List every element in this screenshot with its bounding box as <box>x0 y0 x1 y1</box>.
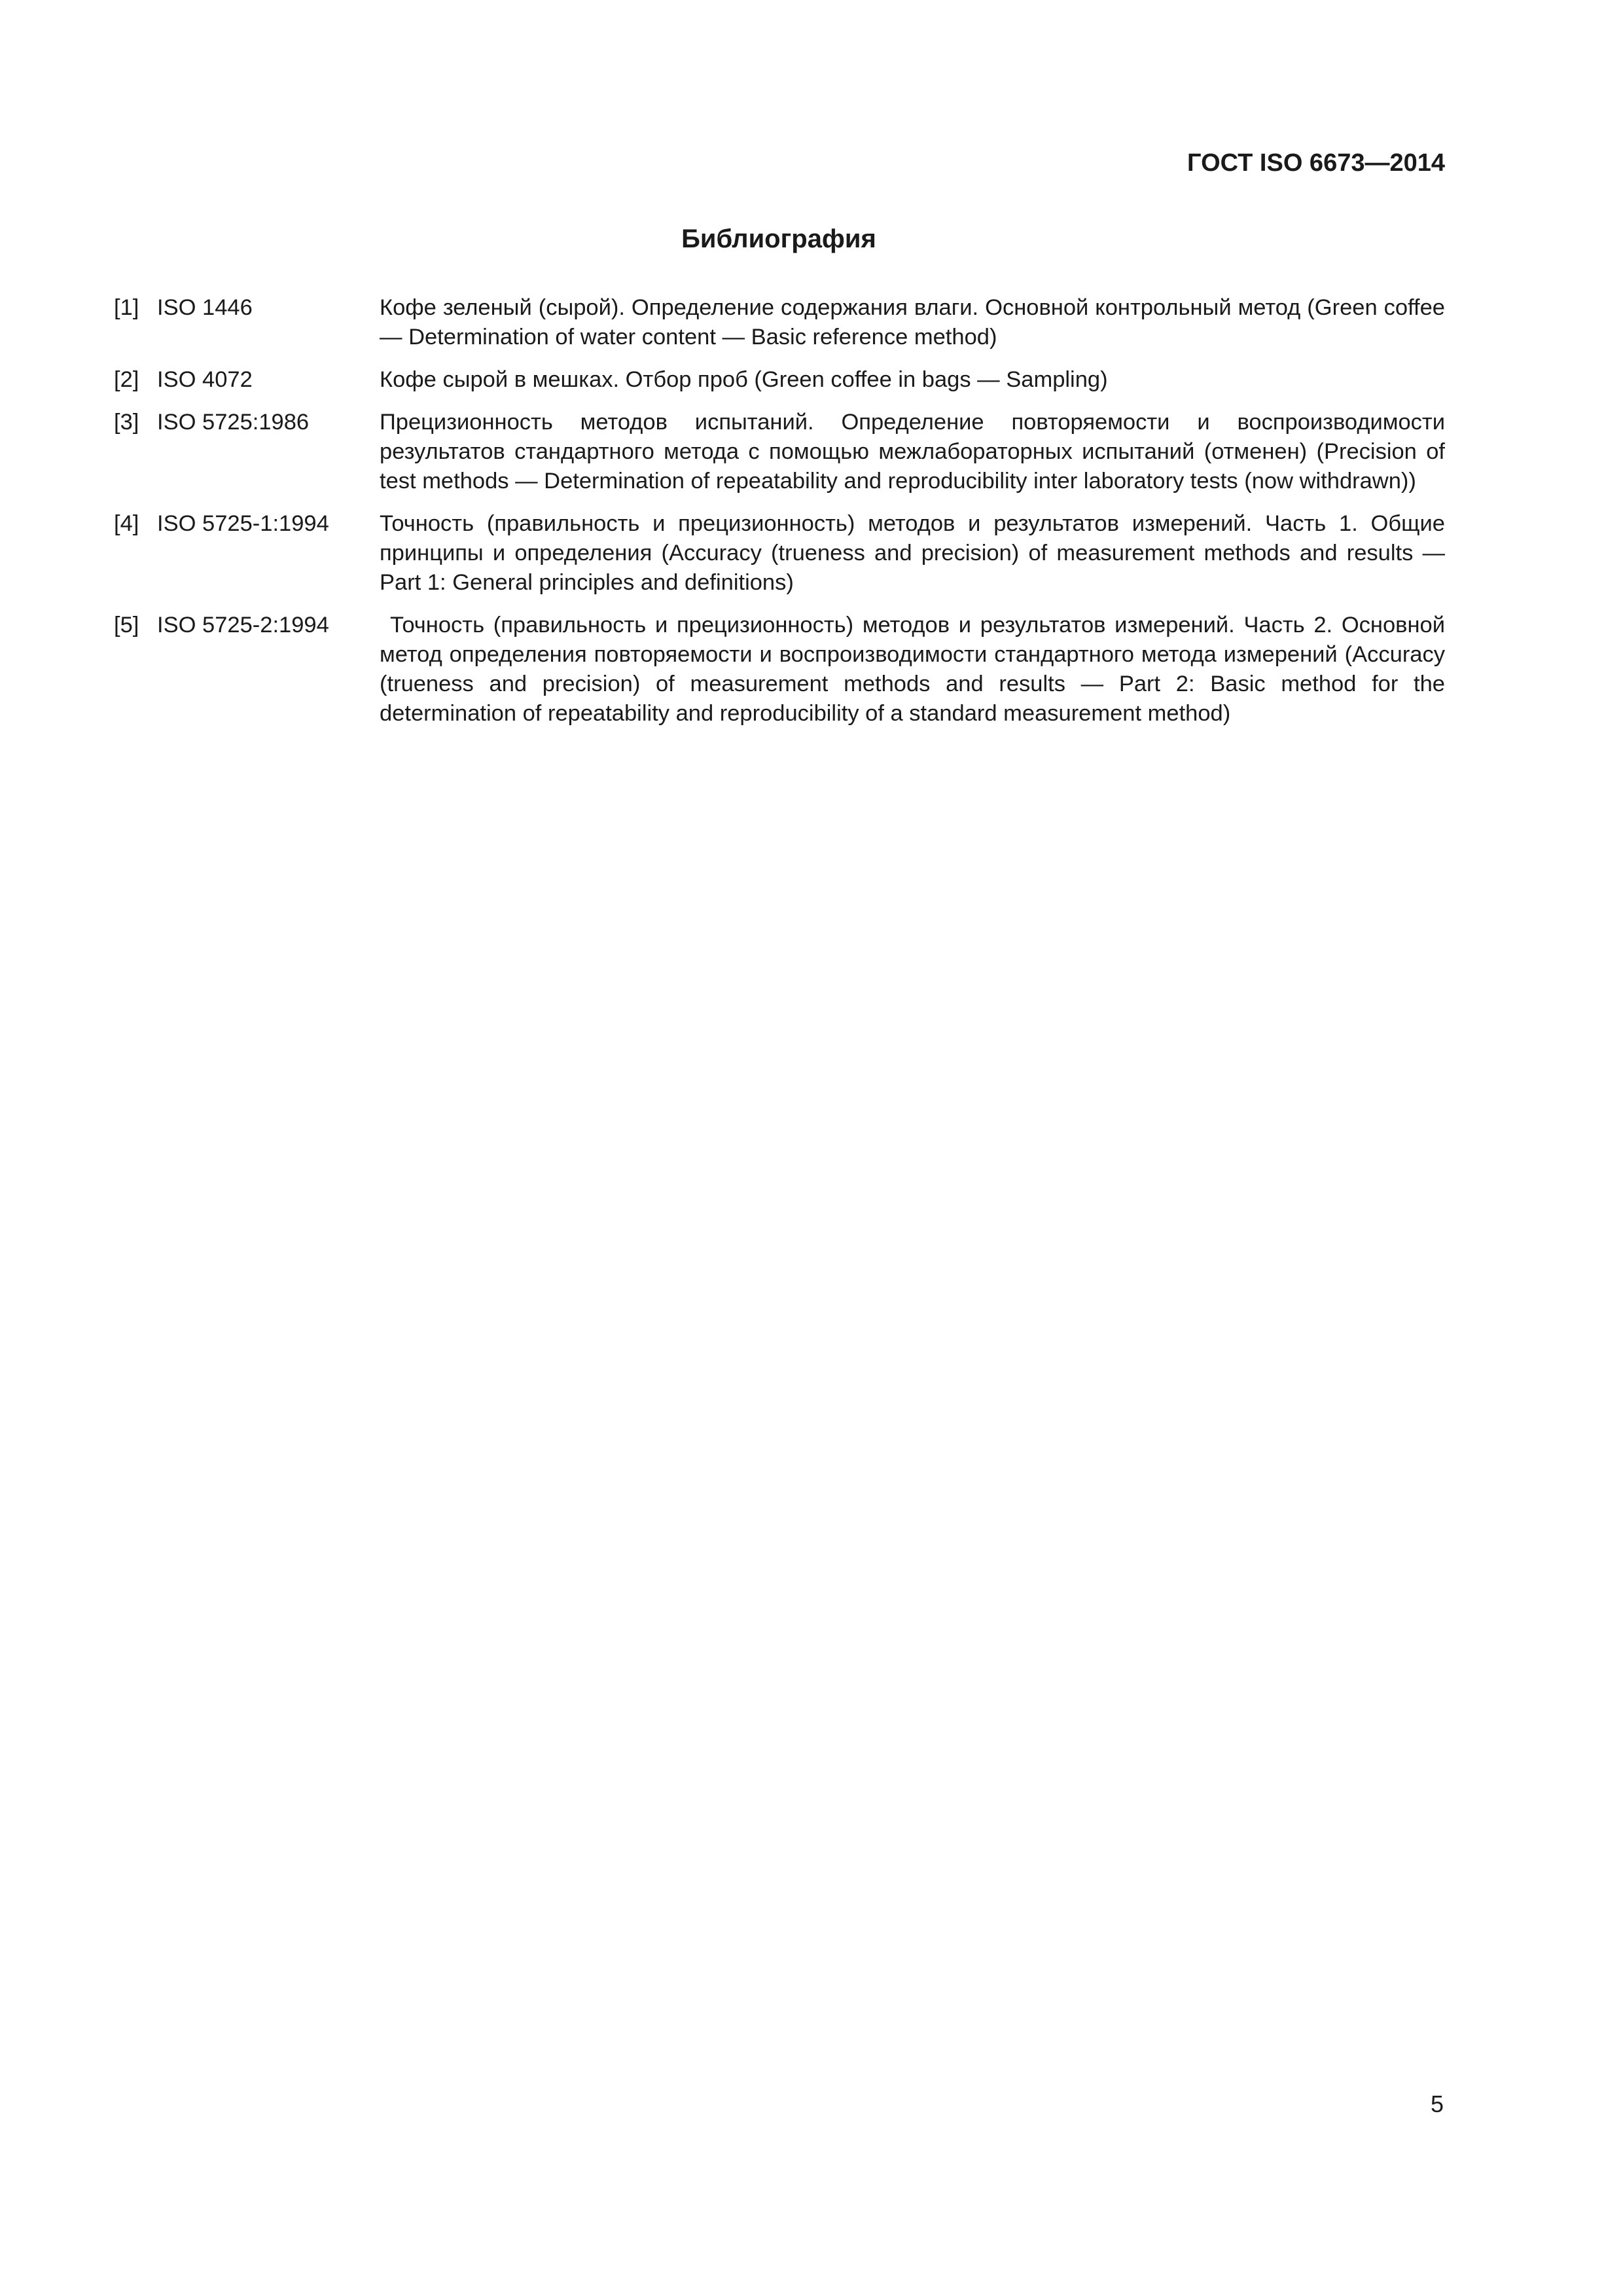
section-title: Библиография <box>681 224 876 253</box>
bibliography-entry <box>114 509 1445 598</box>
entry-number: [1] <box>114 295 139 320</box>
entry-standard-code: ISO 1446 <box>157 295 253 320</box>
entry-number: [4] <box>114 511 139 536</box>
entry-title: Точность (правильность и прецизионность) методов и результатов измерений. Часть 2. Основной метод определения повторяемости и воспроизводимости стандартного метода измерений (Accuracy (trueness and precision) of measurement methods and results — Part 2: Basic method for the determination of repeatability and reproducibility of a standard measurement method) <box>380 613 1445 726</box>
entry-title: Точность (правильность и прецизионность) методов и результатов измерений. Часть 1. Общие принципы и определения (Accuracy (trueness and precision) of measurement methods and results — Part 1: General principles and definitions) <box>380 511 1445 595</box>
entry-standard-code: ISO 4072 <box>157 367 253 392</box>
entry-standard-code: ISO 5725-1:1994 <box>157 511 329 536</box>
entry-title: Кофе зеленый (сырой). Определение содержания влаги. Основной контрольный метод (Green coffee — Determination of water content — Basic reference method) <box>380 295 1445 350</box>
page-number: 5 <box>1430 2090 1444 2117</box>
bibliography-list <box>114 293 1445 742</box>
bibliography-entry <box>114 611 1445 728</box>
entry-standard-code: ISO 5725:1986 <box>157 410 310 435</box>
document-code: ГОСТ ISO 6673—2014 <box>1187 149 1445 177</box>
bibliography-entry <box>114 365 1445 395</box>
entry-number: [2] <box>114 367 139 392</box>
entry-number: [3] <box>114 410 139 435</box>
entry-title: Кофе сырой в мешках. Отбор проб (Green coffee in bags — Sampling) <box>380 367 1108 392</box>
entry-standard-code: ISO 5725-2:1994 <box>157 613 329 637</box>
entry-number: [5] <box>114 613 139 637</box>
bibliography-entry <box>114 408 1445 496</box>
entry-title: Прецизионность методов испытаний. Определение повторяемости и воспроизводимости результатов стандартного метода с помощью межлабораторных испытаний (отменен) (Precision of test methods — Determination of repeatability and reproducibility inter laboratory tests (now withdrawn)) <box>380 410 1445 493</box>
bibliography-entry <box>114 293 1445 352</box>
